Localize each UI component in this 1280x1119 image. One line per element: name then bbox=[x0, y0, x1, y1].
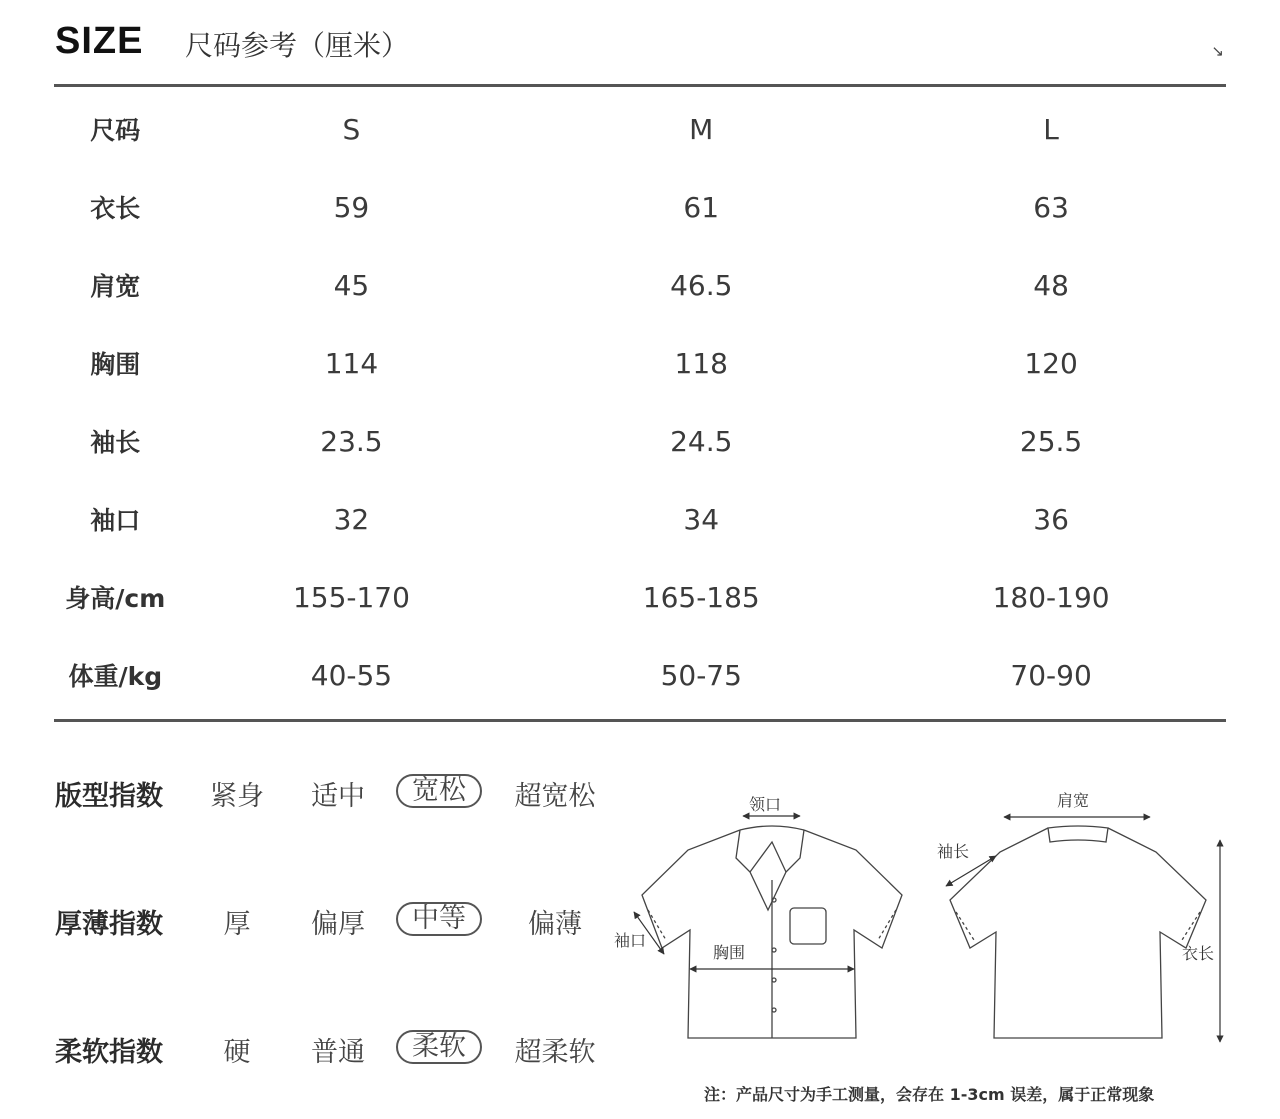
cell-value: 23.5 bbox=[320, 424, 383, 458]
index-option: 超柔软 bbox=[514, 1037, 596, 1068]
index-option: 厚 bbox=[223, 909, 251, 940]
row-label: 肩宽 bbox=[90, 272, 141, 301]
cell-value: 63 bbox=[1033, 190, 1069, 224]
index-title: 柔软指数 bbox=[55, 1037, 163, 1068]
index-option: 偏薄 bbox=[528, 909, 582, 940]
size-table bbox=[54, 90, 1226, 714]
size-s: S bbox=[342, 112, 361, 146]
table-header-row bbox=[54, 90, 1226, 168]
index-title: 厚薄指数 bbox=[55, 909, 163, 940]
sleeve-label: 袖长 bbox=[937, 842, 970, 861]
row-label: 袖长 bbox=[90, 428, 141, 457]
size-title: SIZE bbox=[55, 20, 144, 62]
table-row bbox=[54, 636, 1226, 714]
size-l: L bbox=[1043, 112, 1059, 146]
chest-label: 胸围 bbox=[713, 943, 746, 962]
length-label: 衣长 bbox=[1182, 944, 1215, 963]
table-header-label: 尺码 bbox=[90, 116, 141, 145]
footnote: 注：产品尺寸为手工测量，会存在 1-3cm 误差，属于正常现象 bbox=[704, 1085, 1155, 1104]
cell-value: 46.5 bbox=[670, 268, 733, 302]
row-label: 体重/kg bbox=[68, 662, 163, 691]
cell-value: 114 bbox=[324, 346, 379, 380]
collar-label: 领口 bbox=[749, 795, 782, 814]
row-label: 袖口 bbox=[90, 506, 141, 535]
size-m: M bbox=[689, 112, 714, 146]
table-row bbox=[54, 480, 1226, 558]
page-header bbox=[55, 18, 1226, 68]
arrow-down-right-icon: ↘ bbox=[1211, 42, 1224, 60]
row-label: 身高/cm bbox=[65, 584, 166, 613]
cuff-label: 袖口 bbox=[614, 931, 647, 950]
cell-value: 48 bbox=[1033, 268, 1069, 302]
thickness-index-row bbox=[55, 888, 615, 948]
table-row bbox=[54, 168, 1226, 246]
bottom-divider bbox=[54, 719, 1226, 722]
table-row bbox=[54, 558, 1226, 636]
index-option: 偏厚 bbox=[311, 909, 365, 940]
index-title: 版型指数 bbox=[55, 781, 163, 812]
index-option: 紧身 bbox=[210, 781, 264, 812]
fabric-index-panel bbox=[55, 760, 615, 1100]
cell-value: 34 bbox=[683, 502, 720, 536]
index-option: 普通 bbox=[311, 1037, 365, 1068]
cell-value: 180-190 bbox=[992, 580, 1110, 614]
softness-index-row bbox=[55, 1016, 615, 1076]
measurement-diagram bbox=[600, 780, 1240, 1060]
cell-value: 165-185 bbox=[642, 580, 760, 614]
cell-value: 155-170 bbox=[292, 580, 410, 614]
fit-index-row bbox=[55, 760, 615, 820]
table-row bbox=[54, 246, 1226, 324]
index-option-selected: 中等 bbox=[389, 902, 489, 936]
cell-value: 36 bbox=[1033, 502, 1069, 536]
measurement-arrows bbox=[634, 816, 1220, 1042]
top-divider bbox=[54, 84, 1226, 87]
cell-value: 70-90 bbox=[1010, 658, 1092, 692]
cell-value: 45 bbox=[333, 268, 370, 302]
index-option-selected: 柔软 bbox=[389, 1030, 489, 1064]
index-option-selected: 宽松 bbox=[389, 774, 489, 808]
cell-value: 61 bbox=[683, 190, 720, 224]
shoulder-label: 肩宽 bbox=[1057, 791, 1090, 810]
cell-value: 50-75 bbox=[660, 658, 742, 692]
cell-value: 120 bbox=[1024, 346, 1078, 380]
row-label: 胸围 bbox=[90, 350, 141, 379]
cell-value: 32 bbox=[333, 502, 370, 536]
table-row bbox=[54, 402, 1226, 480]
cell-value: 40-55 bbox=[310, 658, 393, 692]
index-option: 适中 bbox=[311, 781, 365, 812]
cell-value: 24.5 bbox=[670, 424, 733, 458]
cell-value: 25.5 bbox=[1019, 424, 1083, 458]
cell-value: 59 bbox=[333, 190, 370, 224]
front-shirt-outline bbox=[642, 826, 902, 1038]
table-row bbox=[54, 324, 1226, 402]
shirt-illustrations bbox=[600, 780, 1240, 1060]
cell-value: 118 bbox=[674, 346, 728, 380]
index-option: 硬 bbox=[223, 1037, 251, 1068]
back-shirt-outline bbox=[950, 826, 1206, 1038]
index-option: 超宽松 bbox=[514, 781, 596, 812]
size-subtitle: 尺码参考（厘米） bbox=[185, 29, 410, 62]
row-label: 衣长 bbox=[90, 194, 141, 223]
